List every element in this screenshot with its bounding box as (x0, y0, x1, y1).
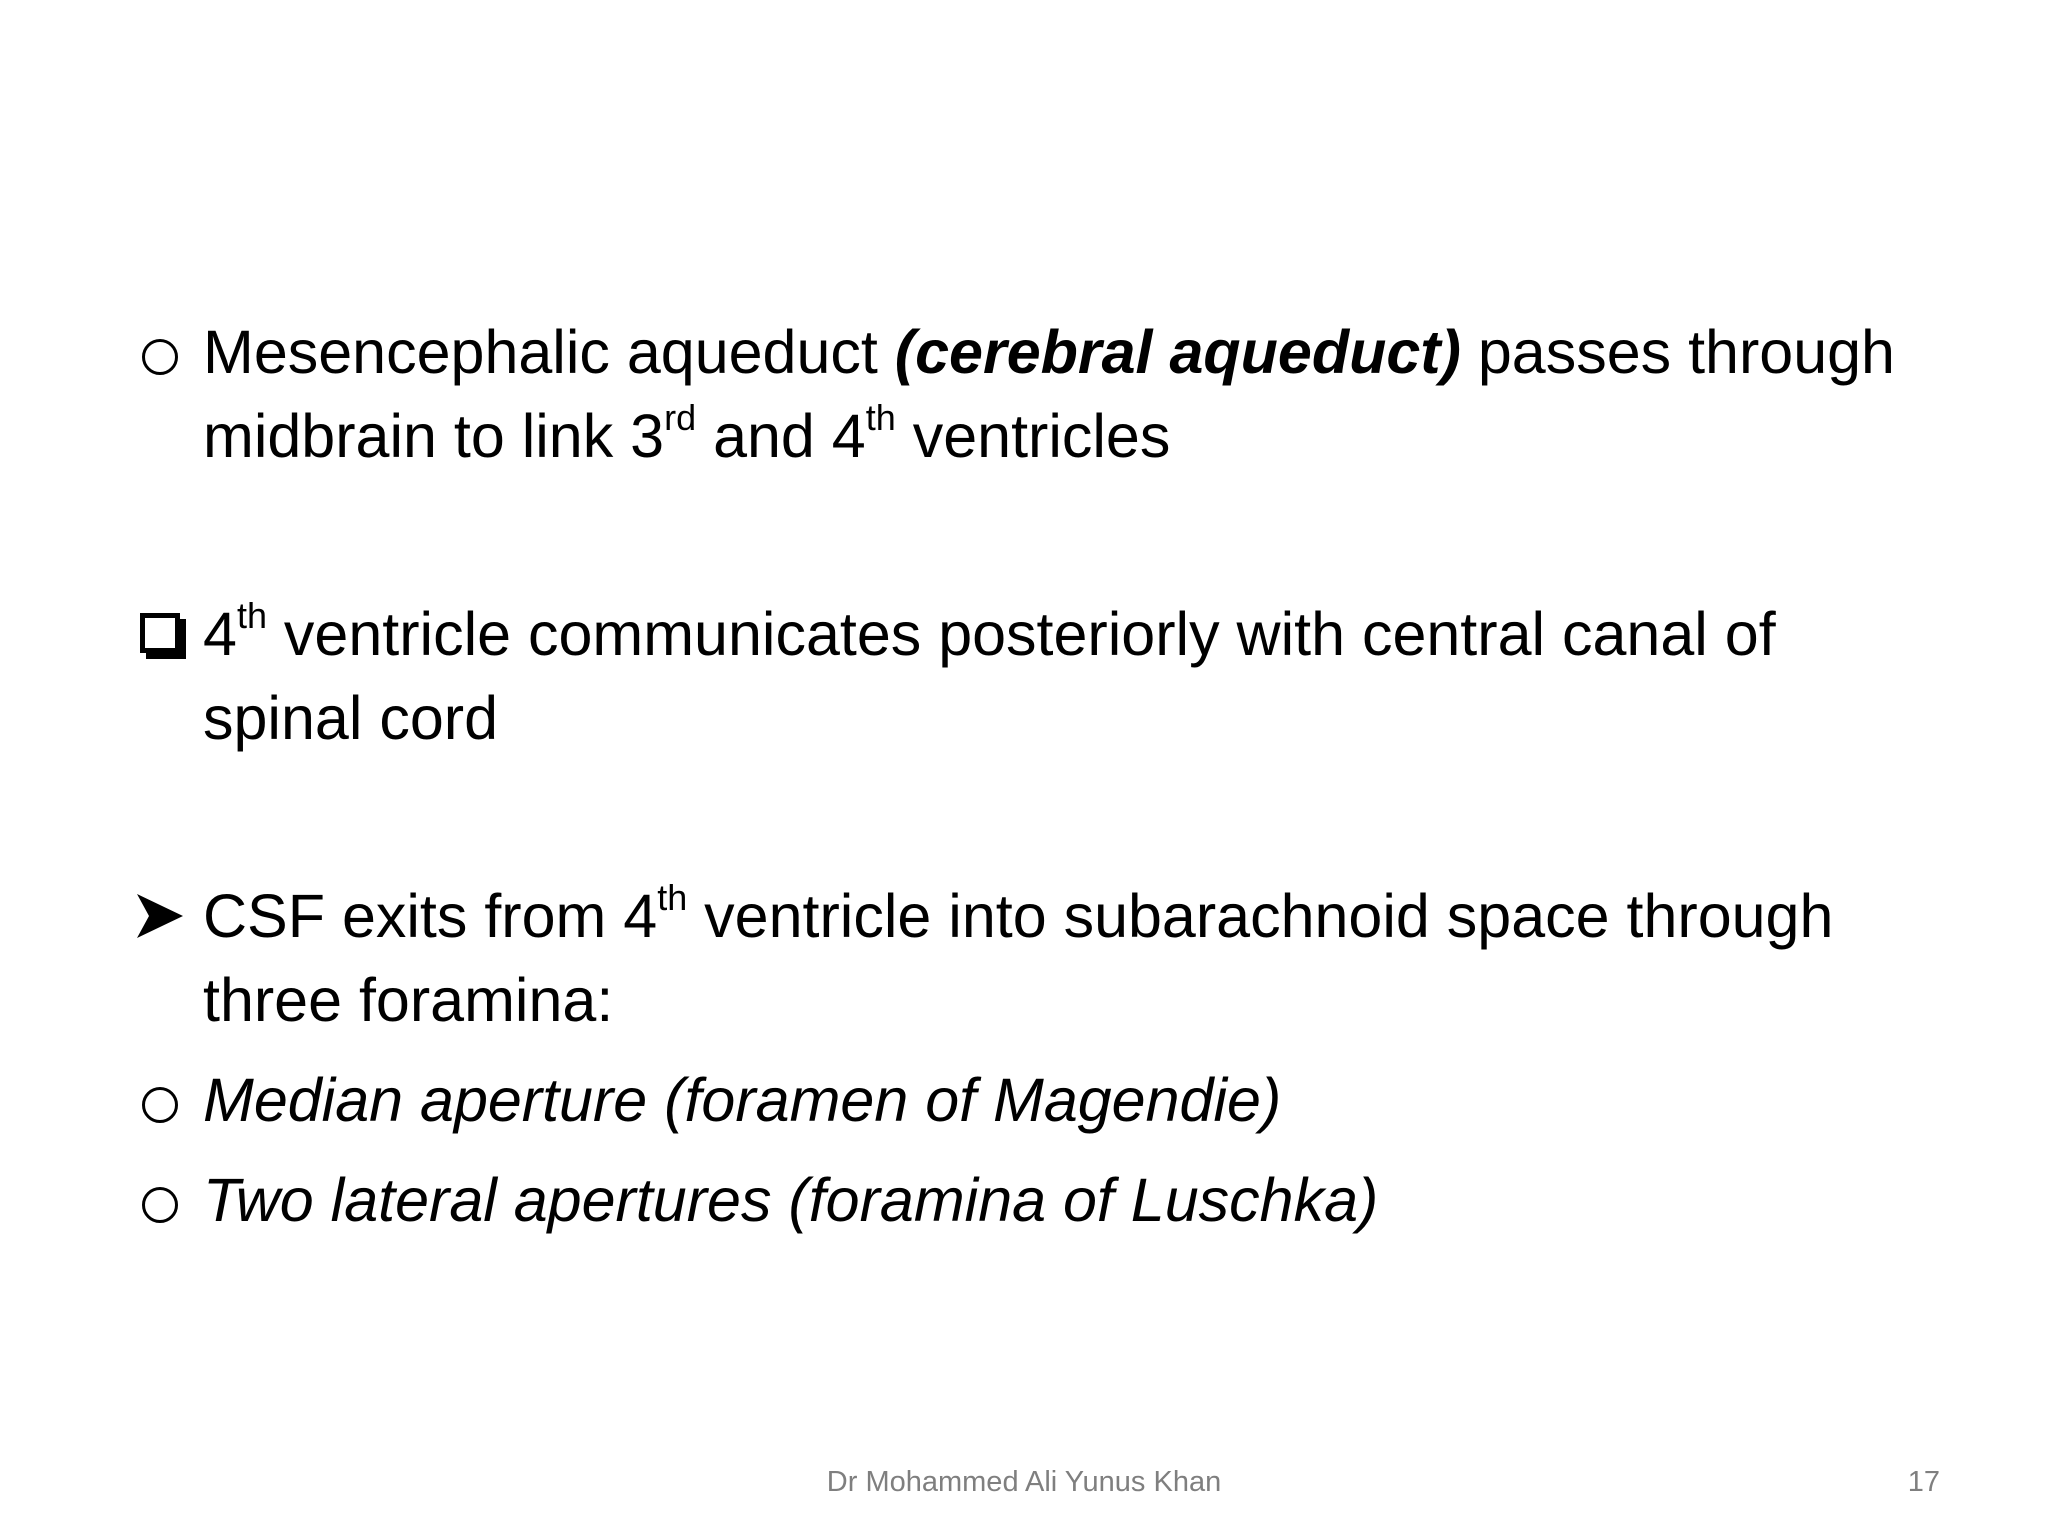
bullet-text: Median aperture (foramen of Magendie) (203, 1066, 1282, 1134)
text-run: passes through (1460, 318, 1895, 386)
text-run: midbrain to link 3 (203, 402, 665, 470)
text-run: Mesencephalic aqueduct (203, 318, 895, 386)
text-run: and 4 (696, 402, 866, 470)
square-checkbox-bullet-icon (120, 592, 200, 676)
text-run: three foramina: (203, 966, 614, 1034)
superscript: th (865, 396, 896, 438)
bullet-text (203, 592, 1963, 760)
slide-number: 17 (1907, 1466, 1940, 1498)
text-run: 4 (203, 600, 237, 668)
text-run: ventricles (895, 402, 1171, 470)
circle-bullet-icon (120, 310, 200, 394)
text-run: ventricle into subarachnoid space through (687, 882, 1834, 950)
footer-author: Dr Mohammed Ali Yunus Khan (826, 1466, 1222, 1498)
text-run: spinal cord (203, 684, 498, 752)
circle-bullet-icon (120, 1158, 200, 1242)
superscript: rd (664, 396, 697, 438)
text-run: CSF exits from 4 (203, 882, 658, 950)
bullet-text (203, 874, 1963, 1042)
arrowhead-bullet-icon (120, 874, 200, 958)
circle-bullet-icon (120, 1058, 200, 1142)
superscript: th (657, 876, 688, 918)
superscript: th (236, 594, 267, 636)
bullet-text (203, 310, 1963, 478)
emphasis-text: (cerebral aqueduct) (894, 318, 1461, 386)
text-run: ventricle communicates posteriorly with central canal of (266, 600, 1776, 668)
bullet-text: Two lateral apertures (foramina of Luschka) (203, 1166, 1379, 1234)
